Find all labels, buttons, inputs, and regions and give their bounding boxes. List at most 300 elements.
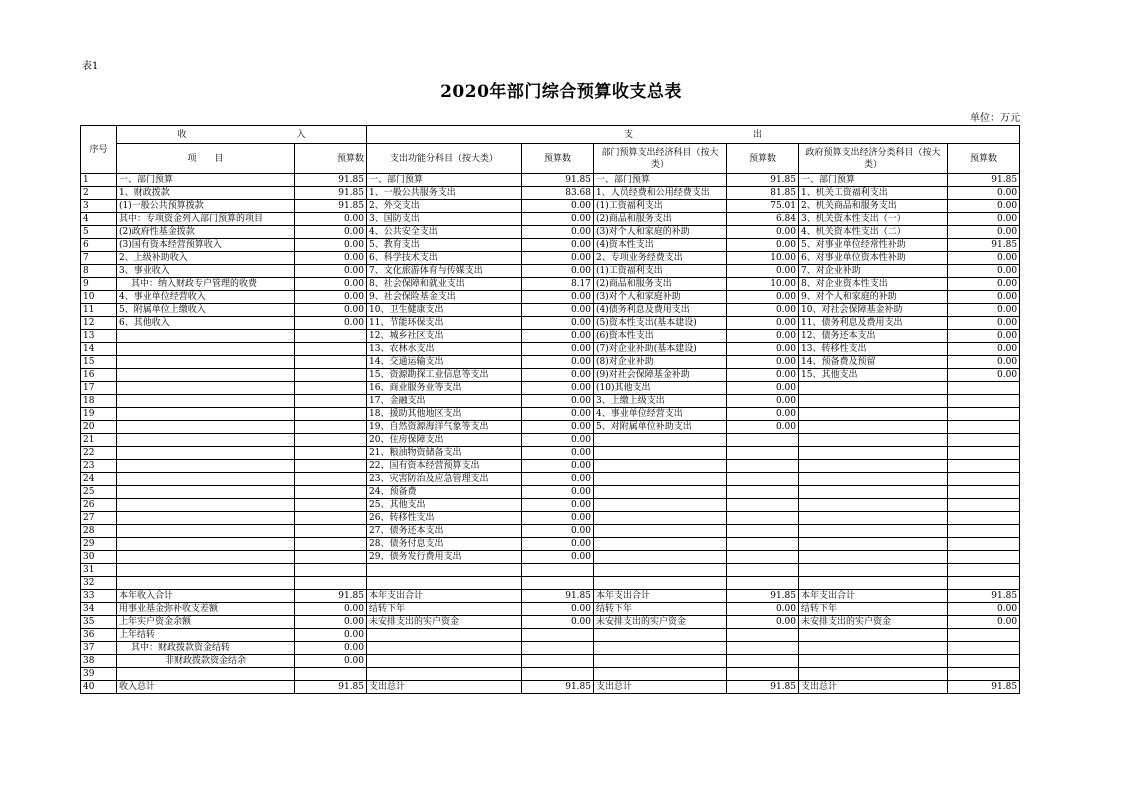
econ-amount-cell xyxy=(727,564,799,577)
gov-item-cell: 12、债务还本支出 xyxy=(799,330,948,343)
income-item-cell xyxy=(117,538,295,551)
income-item-cell xyxy=(117,499,295,512)
func-amount-cell: 0.00 xyxy=(522,525,594,538)
func-item-cell: 2、外交支出 xyxy=(367,200,522,213)
income-amount-cell xyxy=(295,382,367,395)
econ-item-cell: (7)对企业补助(基本建设) xyxy=(594,343,727,356)
func-item-cell: 18、援助其他地区支出 xyxy=(367,408,522,421)
income-amount-cell: 91.85 xyxy=(295,187,367,200)
income-item-cell: 一、部门预算 xyxy=(117,174,295,187)
func-amount-cell: 0.00 xyxy=(522,447,594,460)
econ-item-cell xyxy=(594,447,727,460)
econ-item-cell: 一、部门预算 xyxy=(594,174,727,187)
econ-amount-cell xyxy=(727,668,799,681)
gov-item-cell xyxy=(799,551,948,564)
seq-cell: 17 xyxy=(81,382,117,395)
func-item-cell: 15、资源勘探工业信息等支出 xyxy=(367,369,522,382)
func-amount-cell: 0.00 xyxy=(522,434,594,447)
func-amount-cell xyxy=(522,668,594,681)
income-item-cell xyxy=(117,473,295,486)
gov-item-cell: 一、部门预算 xyxy=(799,174,948,187)
func-amount-cell xyxy=(522,655,594,668)
gov-amount-cell xyxy=(948,655,1020,668)
func-item-cell: 13、农林水支出 xyxy=(367,343,522,356)
header-func-amount: 预算数 xyxy=(522,144,594,174)
seq-cell: 33 xyxy=(81,590,117,603)
gov-amount-cell xyxy=(948,629,1020,642)
func-item-cell: 4、公共安全支出 xyxy=(367,226,522,239)
gov-item-cell xyxy=(799,577,948,590)
econ-amount-cell: 0.00 xyxy=(727,382,799,395)
econ-item-cell: 5、对附属单位补助支出 xyxy=(594,421,727,434)
func-amount-cell: 0.00 xyxy=(522,330,594,343)
gov-amount-cell: 91.85 xyxy=(948,239,1020,252)
func-item-cell: 29、债务发行费用支出 xyxy=(367,551,522,564)
econ-amount-cell: 0.00 xyxy=(727,265,799,278)
seq-cell: 14 xyxy=(81,343,117,356)
econ-amount-cell xyxy=(727,525,799,538)
func-item-cell: 支出总计 xyxy=(367,681,522,694)
table-row xyxy=(81,265,1020,278)
seq-cell: 26 xyxy=(81,499,117,512)
econ-amount-cell xyxy=(727,447,799,460)
income-item-cell xyxy=(117,369,295,382)
econ-amount-cell xyxy=(727,473,799,486)
income-amount-cell xyxy=(295,395,367,408)
income-amount-cell xyxy=(295,343,367,356)
func-item-cell: 本年支出合计 xyxy=(367,590,522,603)
income-item-cell xyxy=(117,486,295,499)
table-row xyxy=(81,681,1020,694)
gov-amount-cell xyxy=(948,642,1020,655)
unit-label: 单位：万元 xyxy=(970,113,1020,124)
gov-amount-cell: 0.00 xyxy=(948,213,1020,226)
func-item-cell xyxy=(367,577,522,590)
table-row xyxy=(81,226,1020,239)
income-item-cell: (3)国有资本经营预算收入 xyxy=(117,239,295,252)
seq-cell: 9 xyxy=(81,278,117,291)
income-item-cell: (2)政府性基金拨款 xyxy=(117,226,295,239)
income-amount-cell: 0.00 xyxy=(295,642,367,655)
gov-item-cell: 9、对个人和家庭的补助 xyxy=(799,291,948,304)
gov-amount-cell: 0.00 xyxy=(948,317,1020,330)
table-row xyxy=(81,564,1020,577)
income-item-cell: 其中：财政拨款资金结转 xyxy=(117,642,295,655)
func-item-cell: 一、部门预算 xyxy=(367,174,522,187)
seq-cell: 1 xyxy=(81,174,117,187)
header-econ-amount: 预算数 xyxy=(727,144,799,174)
income-item-cell: 收入总计 xyxy=(117,681,295,694)
income-amount-cell xyxy=(295,421,367,434)
econ-amount-cell: 0.00 xyxy=(727,369,799,382)
header-econ: 部门预算支出经济科目（按大类） xyxy=(594,144,727,174)
table-row xyxy=(81,668,1020,681)
func-amount-cell: 0.00 xyxy=(522,304,594,317)
table-row xyxy=(81,408,1020,421)
table-row xyxy=(81,395,1020,408)
gov-amount-cell xyxy=(948,499,1020,512)
func-amount-cell: 0.00 xyxy=(522,538,594,551)
econ-amount-cell xyxy=(727,538,799,551)
table-row xyxy=(81,460,1020,473)
gov-amount-cell: 0.00 xyxy=(948,252,1020,265)
econ-amount-cell xyxy=(727,512,799,525)
func-amount-cell: 0.00 xyxy=(522,616,594,629)
econ-amount-cell: 0.00 xyxy=(727,343,799,356)
econ-amount-cell: 75.01 xyxy=(727,200,799,213)
page-title: 2020年部门综合预算收支总表 xyxy=(440,82,682,102)
seq-cell: 16 xyxy=(81,369,117,382)
gov-item-cell xyxy=(799,382,948,395)
seq-cell: 38 xyxy=(81,655,117,668)
econ-amount-cell xyxy=(727,629,799,642)
seq-cell: 3 xyxy=(81,200,117,213)
header-income xyxy=(117,126,367,144)
gov-item-cell: 4、机关资本性支出（二） xyxy=(799,226,948,239)
econ-item-cell: (10)其他支出 xyxy=(594,382,727,395)
gov-item-cell: 5、对事业单位经常性补助 xyxy=(799,239,948,252)
seq-cell: 2 xyxy=(81,187,117,200)
gov-item-cell xyxy=(799,564,948,577)
income-item-cell xyxy=(117,408,295,421)
func-item-cell: 10、卫生健康支出 xyxy=(367,304,522,317)
gov-amount-cell: 0.00 xyxy=(948,187,1020,200)
econ-item-cell xyxy=(594,499,727,512)
income-amount-cell xyxy=(295,460,367,473)
gov-amount-cell: 0.00 xyxy=(948,616,1020,629)
econ-amount-cell xyxy=(727,460,799,473)
table-row xyxy=(81,200,1020,213)
table-row xyxy=(81,538,1020,551)
func-amount-cell: 0.00 xyxy=(522,395,594,408)
income-item-cell xyxy=(117,447,295,460)
func-item-cell: 3、国防支出 xyxy=(367,213,522,226)
income-amount-cell xyxy=(295,434,367,447)
func-amount-cell: 0.00 xyxy=(522,343,594,356)
table-row xyxy=(81,213,1020,226)
func-amount-cell: 0.00 xyxy=(522,460,594,473)
header-row-2 xyxy=(81,144,1020,174)
income-item-cell xyxy=(117,330,295,343)
econ-amount-cell xyxy=(727,642,799,655)
income-item-cell xyxy=(117,668,295,681)
gov-item-cell xyxy=(799,434,948,447)
income-amount-cell: 0.00 xyxy=(295,317,367,330)
income-item-cell: 4、事业单位经营收入 xyxy=(117,291,295,304)
income-item-cell xyxy=(117,382,295,395)
seq-cell: 18 xyxy=(81,395,117,408)
income-amount-cell xyxy=(295,408,367,421)
table-row xyxy=(81,382,1020,395)
table-row xyxy=(81,421,1020,434)
gov-amount-cell xyxy=(948,434,1020,447)
econ-item-cell xyxy=(594,538,727,551)
econ-amount-cell xyxy=(727,499,799,512)
func-amount-cell: 0.00 xyxy=(522,421,594,434)
income-item-cell: 其中：纳入财政专户管理的收费 xyxy=(117,278,295,291)
econ-item-cell: (4)资本性支出 xyxy=(594,239,727,252)
func-amount-cell: 0.00 xyxy=(522,473,594,486)
gov-amount-cell: 0.00 xyxy=(948,291,1020,304)
econ-item-cell: 4、事业单位经营支出 xyxy=(594,408,727,421)
income-amount-cell xyxy=(295,538,367,551)
econ-amount-cell: 0.00 xyxy=(727,408,799,421)
econ-amount-cell xyxy=(727,551,799,564)
income-amount-cell: 91.85 xyxy=(295,590,367,603)
income-amount-cell: 0.00 xyxy=(295,226,367,239)
table-row xyxy=(81,356,1020,369)
seq-cell: 37 xyxy=(81,642,117,655)
gov-item-cell: 本年支出合计 xyxy=(799,590,948,603)
econ-amount-cell xyxy=(727,577,799,590)
header-gov: 政府预算支出经济分类科目（按大类） xyxy=(799,144,948,174)
income-item-cell: 1、财政拨款 xyxy=(117,187,295,200)
gov-amount-cell: 0.00 xyxy=(948,369,1020,382)
table-number-label: 表1 xyxy=(82,61,99,72)
econ-amount-cell: 0.00 xyxy=(727,226,799,239)
econ-item-cell: (1)工资福利支出 xyxy=(594,200,727,213)
income-item-cell: 3、事业收入 xyxy=(117,265,295,278)
func-amount-cell: 91.85 xyxy=(522,174,594,187)
econ-item-cell: 未安排支出的实户资金 xyxy=(594,616,727,629)
gov-amount-cell xyxy=(948,564,1020,577)
econ-item-cell xyxy=(594,642,727,655)
seq-cell: 35 xyxy=(81,616,117,629)
func-amount-cell: 0.00 xyxy=(522,252,594,265)
gov-item-cell xyxy=(799,512,948,525)
econ-item-cell xyxy=(594,577,727,590)
gov-item-cell xyxy=(799,486,948,499)
func-item-cell xyxy=(367,629,522,642)
gov-item-cell: 支出总计 xyxy=(799,681,948,694)
func-item-cell: 5、教育支出 xyxy=(367,239,522,252)
gov-item-cell: 15、其他支出 xyxy=(799,369,948,382)
income-amount-cell: 0.00 xyxy=(295,603,367,616)
func-amount-cell: 0.00 xyxy=(522,499,594,512)
func-amount-cell: 0.00 xyxy=(522,291,594,304)
func-item-cell: 12、城乡社区支出 xyxy=(367,330,522,343)
econ-item-cell: 2、专项业务经费支出 xyxy=(594,252,727,265)
gov-item-cell xyxy=(799,460,948,473)
func-amount-cell: 0.00 xyxy=(522,226,594,239)
table-row xyxy=(81,499,1020,512)
header-income-left: 收 xyxy=(177,129,187,140)
income-item-cell: 2、上级补助收入 xyxy=(117,252,295,265)
income-amount-cell: 0.00 xyxy=(295,252,367,265)
income-amount-cell: 0.00 xyxy=(295,213,367,226)
income-item-cell: 上年实户资金余额 xyxy=(117,616,295,629)
func-amount-cell xyxy=(522,577,594,590)
gov-item-cell: 13、转移性支出 xyxy=(799,343,948,356)
econ-item-cell: (4)债务利息及费用支出 xyxy=(594,304,727,317)
gov-amount-cell: 0.00 xyxy=(948,226,1020,239)
econ-amount-cell: 0.00 xyxy=(727,395,799,408)
header-income-amount: 预算数 xyxy=(295,144,367,174)
seq-cell: 13 xyxy=(81,330,117,343)
table-row xyxy=(81,278,1020,291)
func-amount-cell: 0.00 xyxy=(522,551,594,564)
income-item-cell xyxy=(117,551,295,564)
seq-cell: 5 xyxy=(81,226,117,239)
seq-cell: 34 xyxy=(81,603,117,616)
func-item-cell: 19、自然资源海洋气象等支出 xyxy=(367,421,522,434)
seq-cell: 30 xyxy=(81,551,117,564)
func-amount-cell: 0.00 xyxy=(522,317,594,330)
income-amount-cell: 0.00 xyxy=(295,278,367,291)
econ-amount-cell: 91.85 xyxy=(727,590,799,603)
income-item-cell xyxy=(117,343,295,356)
econ-amount-cell xyxy=(727,655,799,668)
gov-amount-cell: 0.00 xyxy=(948,265,1020,278)
table-row xyxy=(81,304,1020,317)
table-row xyxy=(81,590,1020,603)
func-item-cell: 20、住房保障支出 xyxy=(367,434,522,447)
econ-item-cell: 1、人员经费和公用经费支出 xyxy=(594,187,727,200)
econ-item-cell xyxy=(594,460,727,473)
econ-amount-cell: 0.00 xyxy=(727,291,799,304)
func-item-cell: 17、金融支出 xyxy=(367,395,522,408)
table-row xyxy=(81,239,1020,252)
gov-item-cell: 1、机关工资福利支出 xyxy=(799,187,948,200)
func-item-cell: 6、科学技术支出 xyxy=(367,252,522,265)
seq-cell: 10 xyxy=(81,291,117,304)
gov-item-cell: 7、对企业补助 xyxy=(799,265,948,278)
income-amount-cell: 0.00 xyxy=(295,616,367,629)
income-amount-cell: 91.85 xyxy=(295,174,367,187)
econ-amount-cell: 0.00 xyxy=(727,356,799,369)
income-amount-cell: 0.00 xyxy=(295,629,367,642)
table-row xyxy=(81,434,1020,447)
func-amount-cell: 0.00 xyxy=(522,512,594,525)
func-amount-cell: 0.00 xyxy=(522,486,594,499)
seq-cell: 40 xyxy=(81,681,117,694)
income-amount-cell xyxy=(295,499,367,512)
income-amount-cell: 0.00 xyxy=(295,655,367,668)
seq-cell: 28 xyxy=(81,525,117,538)
table-row xyxy=(81,616,1020,629)
gov-amount-cell xyxy=(948,512,1020,525)
func-item-cell xyxy=(367,655,522,668)
econ-item-cell xyxy=(594,551,727,564)
gov-amount-cell xyxy=(948,486,1020,499)
econ-amount-cell: 91.85 xyxy=(727,681,799,694)
table-row xyxy=(81,343,1020,356)
gov-item-cell xyxy=(799,408,948,421)
func-amount-cell: 83.68 xyxy=(522,187,594,200)
income-item-cell xyxy=(117,395,295,408)
seq-cell: 21 xyxy=(81,434,117,447)
gov-item-cell: 3、机关资本性支出（一） xyxy=(799,213,948,226)
func-item-cell: 8、社会保障和就业支出 xyxy=(367,278,522,291)
income-amount-cell: 91.85 xyxy=(295,681,367,694)
income-item-cell xyxy=(117,421,295,434)
header-item: 项 目 xyxy=(117,144,295,174)
income-amount-cell xyxy=(295,564,367,577)
header-income-right: 入 xyxy=(296,129,306,140)
econ-item-cell: (3)对个人和家庭补助 xyxy=(594,291,727,304)
func-item-cell: 28、债务付息支出 xyxy=(367,538,522,551)
gov-item-cell: 10、对社会保障基金补助 xyxy=(799,304,948,317)
econ-amount-cell: 10.00 xyxy=(727,252,799,265)
func-amount-cell: 0.00 xyxy=(522,369,594,382)
func-item-cell: 16、商业服务业等支出 xyxy=(367,382,522,395)
gov-amount-cell: 0.00 xyxy=(948,343,1020,356)
func-amount-cell xyxy=(522,629,594,642)
table-row xyxy=(81,473,1020,486)
income-amount-cell xyxy=(295,356,367,369)
income-amount-cell xyxy=(295,525,367,538)
func-amount-cell xyxy=(522,642,594,655)
econ-item-cell xyxy=(594,434,727,447)
table-row xyxy=(81,291,1020,304)
gov-amount-cell xyxy=(948,551,1020,564)
econ-item-cell: (8)对企业补助 xyxy=(594,356,727,369)
func-item-cell: 9、社会保险基金支出 xyxy=(367,291,522,304)
gov-item-cell xyxy=(799,395,948,408)
seq-cell: 7 xyxy=(81,252,117,265)
seq-cell: 27 xyxy=(81,512,117,525)
seq-cell: 8 xyxy=(81,265,117,278)
table-row xyxy=(81,655,1020,668)
header-row-1 xyxy=(81,126,1020,144)
gov-amount-cell: 0.00 xyxy=(948,356,1020,369)
income-item-cell xyxy=(117,460,295,473)
gov-amount-cell xyxy=(948,447,1020,460)
header-expense-left: 支 xyxy=(624,129,634,140)
func-amount-cell: 0.00 xyxy=(522,356,594,369)
income-item-cell xyxy=(117,356,295,369)
income-item-cell: 6、其他收入 xyxy=(117,317,295,330)
func-item-cell: 26、转移性支出 xyxy=(367,512,522,525)
table-row xyxy=(81,577,1020,590)
seq-cell: 15 xyxy=(81,356,117,369)
income-item-cell xyxy=(117,577,295,590)
income-item-cell xyxy=(117,434,295,447)
income-amount-cell: 0.00 xyxy=(295,239,367,252)
seq-cell: 23 xyxy=(81,460,117,473)
income-item-cell: 其中：专项资金列入部门预算的项目 xyxy=(117,213,295,226)
income-amount-cell xyxy=(295,369,367,382)
econ-item-cell xyxy=(594,525,727,538)
table-row xyxy=(81,330,1020,343)
income-amount-cell xyxy=(295,551,367,564)
gov-amount-cell xyxy=(948,395,1020,408)
seq-cell: 19 xyxy=(81,408,117,421)
econ-amount-cell: 0.00 xyxy=(727,304,799,317)
gov-item-cell xyxy=(799,447,948,460)
gov-item-cell xyxy=(799,473,948,486)
gov-amount-cell: 0.00 xyxy=(948,278,1020,291)
func-amount-cell xyxy=(522,564,594,577)
income-item-cell: (1)一般公共预算拨款 xyxy=(117,200,295,213)
gov-item-cell xyxy=(799,525,948,538)
func-amount-cell: 0.00 xyxy=(522,603,594,616)
econ-item-cell: (9)对社会保障基金补助 xyxy=(594,369,727,382)
econ-item-cell: (1)工资福利支出 xyxy=(594,265,727,278)
income-amount-cell: 0.00 xyxy=(295,265,367,278)
income-amount-cell: 0.00 xyxy=(295,291,367,304)
header-gov-amount: 预算数 xyxy=(948,144,1020,174)
func-amount-cell: 91.85 xyxy=(522,590,594,603)
func-item-cell xyxy=(367,642,522,655)
budget-summary-table xyxy=(80,125,1020,694)
header-expense xyxy=(367,126,1020,144)
gov-item-cell xyxy=(799,642,948,655)
income-item-cell: 非财政拨款资金结余 xyxy=(117,655,295,668)
gov-amount-cell: 0.00 xyxy=(948,603,1020,616)
func-amount-cell: 0.00 xyxy=(522,382,594,395)
table-row xyxy=(81,551,1020,564)
